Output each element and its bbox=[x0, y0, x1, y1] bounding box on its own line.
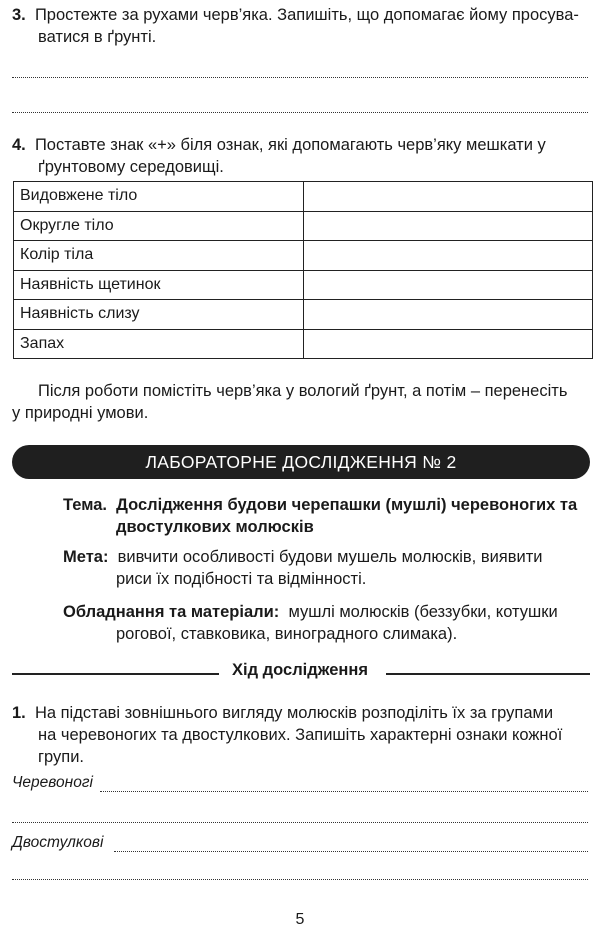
answer-line[interactable] bbox=[12, 77, 588, 78]
meta-line-1: Мета: вивчити особливості будови мушель молюсків, виявити bbox=[63, 548, 543, 566]
table-row bbox=[14, 270, 593, 300]
task-4-line-2: ґрунтовому середовищі. bbox=[38, 158, 224, 176]
table-row bbox=[14, 241, 593, 271]
feature-label: Округле тіло bbox=[14, 211, 304, 241]
table-row bbox=[14, 211, 593, 241]
feature-label: Запах bbox=[14, 329, 304, 359]
answer-line[interactable] bbox=[12, 822, 588, 823]
note-line-2: у природні умови. bbox=[12, 404, 149, 422]
tema-line-1: Тема. Дослідження будови черепашки (мушлі) черевоногих та bbox=[63, 496, 578, 514]
task-1-line-3: групи. bbox=[38, 748, 84, 766]
feature-label: Наявність слизу bbox=[14, 300, 304, 330]
bivalves-label: Двостулкові bbox=[12, 834, 104, 851]
task-4 bbox=[12, 134, 597, 178]
task-number: 1. bbox=[12, 704, 26, 722]
mark-cell[interactable] bbox=[304, 329, 593, 359]
divider-right bbox=[386, 673, 590, 675]
note-line-1: Після роботи помістіть черв’яка у вологий ґрунт, а потім – перенесіть bbox=[38, 382, 568, 400]
page-number: 5 bbox=[295, 911, 305, 928]
mark-cell[interactable] bbox=[304, 211, 593, 241]
task-number: 3. bbox=[12, 6, 26, 24]
mark-cell[interactable] bbox=[304, 182, 593, 212]
lab-banner: ЛАБОРАТОРНЕ ДОСЛІДЖЕННЯ № 2 bbox=[12, 445, 590, 479]
task-3 bbox=[12, 4, 597, 48]
task-1-line-1: 1. На підставі зовнішнього вигляду молюсків розподіліть їх за групами bbox=[12, 704, 554, 722]
equipment bbox=[63, 601, 597, 645]
tema bbox=[63, 494, 597, 538]
answer-line[interactable] bbox=[100, 791, 588, 792]
meta-label: Мета: bbox=[63, 548, 109, 566]
mark-cell[interactable] bbox=[304, 300, 593, 330]
task-4-line-1: 4. Поставте знак «+» біля ознак, які допомагають черв’яку мешкати у bbox=[12, 136, 546, 154]
equipment-label: Обладнання та матеріали: bbox=[63, 603, 280, 621]
table-row bbox=[14, 182, 593, 212]
table-row bbox=[14, 329, 593, 359]
task-3-line-2: ватися в ґрунті. bbox=[38, 28, 157, 46]
gastropods-label: Черевоногі bbox=[12, 774, 93, 791]
tema-label: Тема. bbox=[63, 496, 107, 514]
feature-label: Колір тіла bbox=[14, 241, 304, 271]
features-table bbox=[13, 181, 593, 359]
equipment-line-2: рогової, ставковика, виноградного слимака). bbox=[116, 625, 458, 643]
task-1 bbox=[12, 702, 597, 768]
mark-cell[interactable] bbox=[304, 270, 593, 300]
task-number: 4. bbox=[12, 136, 26, 154]
tema-line-2: двостулкових молюсків bbox=[116, 518, 314, 536]
task-1-line-2: на черевоногих та двостулкових. Запишіть характерні ознаки кожної bbox=[38, 726, 563, 744]
answer-line[interactable] bbox=[12, 112, 588, 113]
answer-line[interactable] bbox=[114, 851, 588, 852]
note bbox=[12, 380, 597, 424]
table-row bbox=[14, 300, 593, 330]
feature-label: Наявність щетинок bbox=[14, 270, 304, 300]
divider-left bbox=[12, 673, 219, 675]
procedure-title: Хід дослідження bbox=[232, 661, 368, 679]
task-3-line-1: 3. Простежте за рухами черв’яка. Запишіть, що допомагає йому просува- bbox=[12, 6, 579, 24]
equipment-line-1: Обладнання та матеріали: мушлі молюсків (беззубки, котушки bbox=[63, 603, 558, 621]
meta-line-2: риси їх подібності та відмінності. bbox=[116, 570, 367, 588]
mark-cell[interactable] bbox=[304, 241, 593, 271]
feature-label: Видовжене тіло bbox=[14, 182, 304, 212]
meta bbox=[63, 546, 597, 590]
answer-line[interactable] bbox=[12, 879, 588, 880]
